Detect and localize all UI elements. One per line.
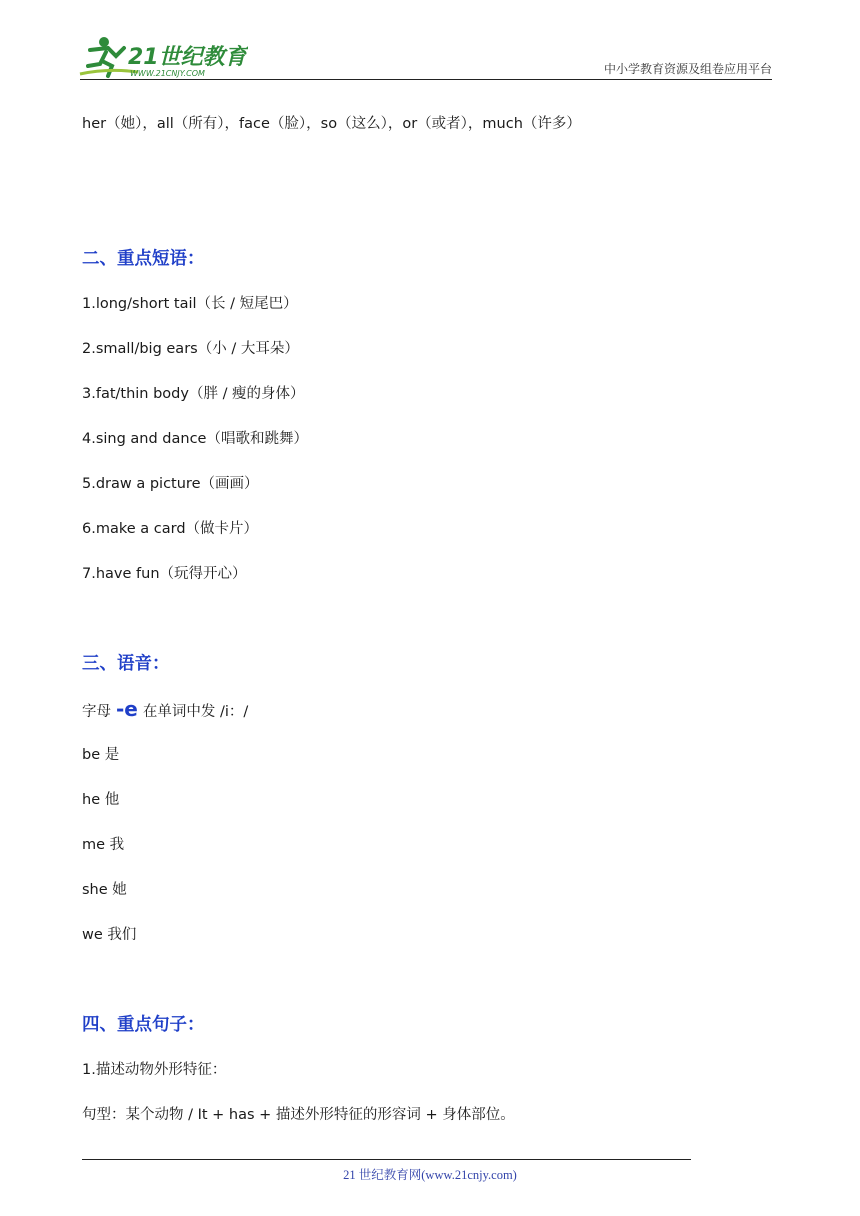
section-title-sentences: 四、重点句子： <box>82 1015 205 1035</box>
header-divider <box>80 79 772 80</box>
section-title-phrases: 二、重点短语： <box>82 249 205 269</box>
section-title-phonics: 三、语音： <box>82 654 170 674</box>
phonics-letter: -e <box>116 697 138 721</box>
phonics-word: we 我们 <box>82 927 137 943</box>
sentence-item: 1.描述动物外形特征： <box>82 1062 227 1078</box>
phonics-word: me 我 <box>82 837 125 853</box>
site-logo <box>78 34 248 80</box>
phonics-word: be 是 <box>82 747 120 763</box>
sentence-item: 句型：某个动物 / It + has + 描述外形特征的形容词 + 身体部位。 <box>82 1107 515 1123</box>
logo-text: 21世纪教育 <box>128 45 247 70</box>
phrase-item: 2.small/big ears（小 / 大耳朵） <box>82 341 299 357</box>
logo-url: WWW.21CNJY.COM <box>130 69 205 78</box>
runner-logo-icon <box>78 34 248 80</box>
phonics-intro <box>82 697 248 721</box>
phrase-item: 5.draw a picture（画画） <box>82 476 259 492</box>
phrase-item: 3.fat/thin body（胖 / 瘦的身体） <box>82 386 305 402</box>
vocab-line: her（她），all（所有），face（脸），so（这么），or（或者），much（许多） <box>82 116 581 132</box>
phrase-item: 7.have fun（玩得开心） <box>82 566 247 582</box>
footer-divider <box>82 1159 691 1160</box>
header-platform-text: 中小学教育资源及组卷应用平台 <box>603 62 772 76</box>
phonics-intro-suffix: 在单词中发 /i：/ <box>142 704 249 720</box>
phonics-word: she 她 <box>82 882 127 898</box>
phrase-item: 4.sing and dance（唱歌和跳舞） <box>82 431 308 447</box>
phrase-item: 6.make a card（做卡片） <box>82 521 259 537</box>
phrase-item: 1.long/short tail（长 / 短尾巴） <box>82 296 298 312</box>
phonics-intro-prefix: 字母 <box>82 704 111 720</box>
footer-text: 21 世纪教育网(www.21cnjy.com) <box>343 1168 517 1182</box>
phonics-word: he 他 <box>82 792 120 808</box>
